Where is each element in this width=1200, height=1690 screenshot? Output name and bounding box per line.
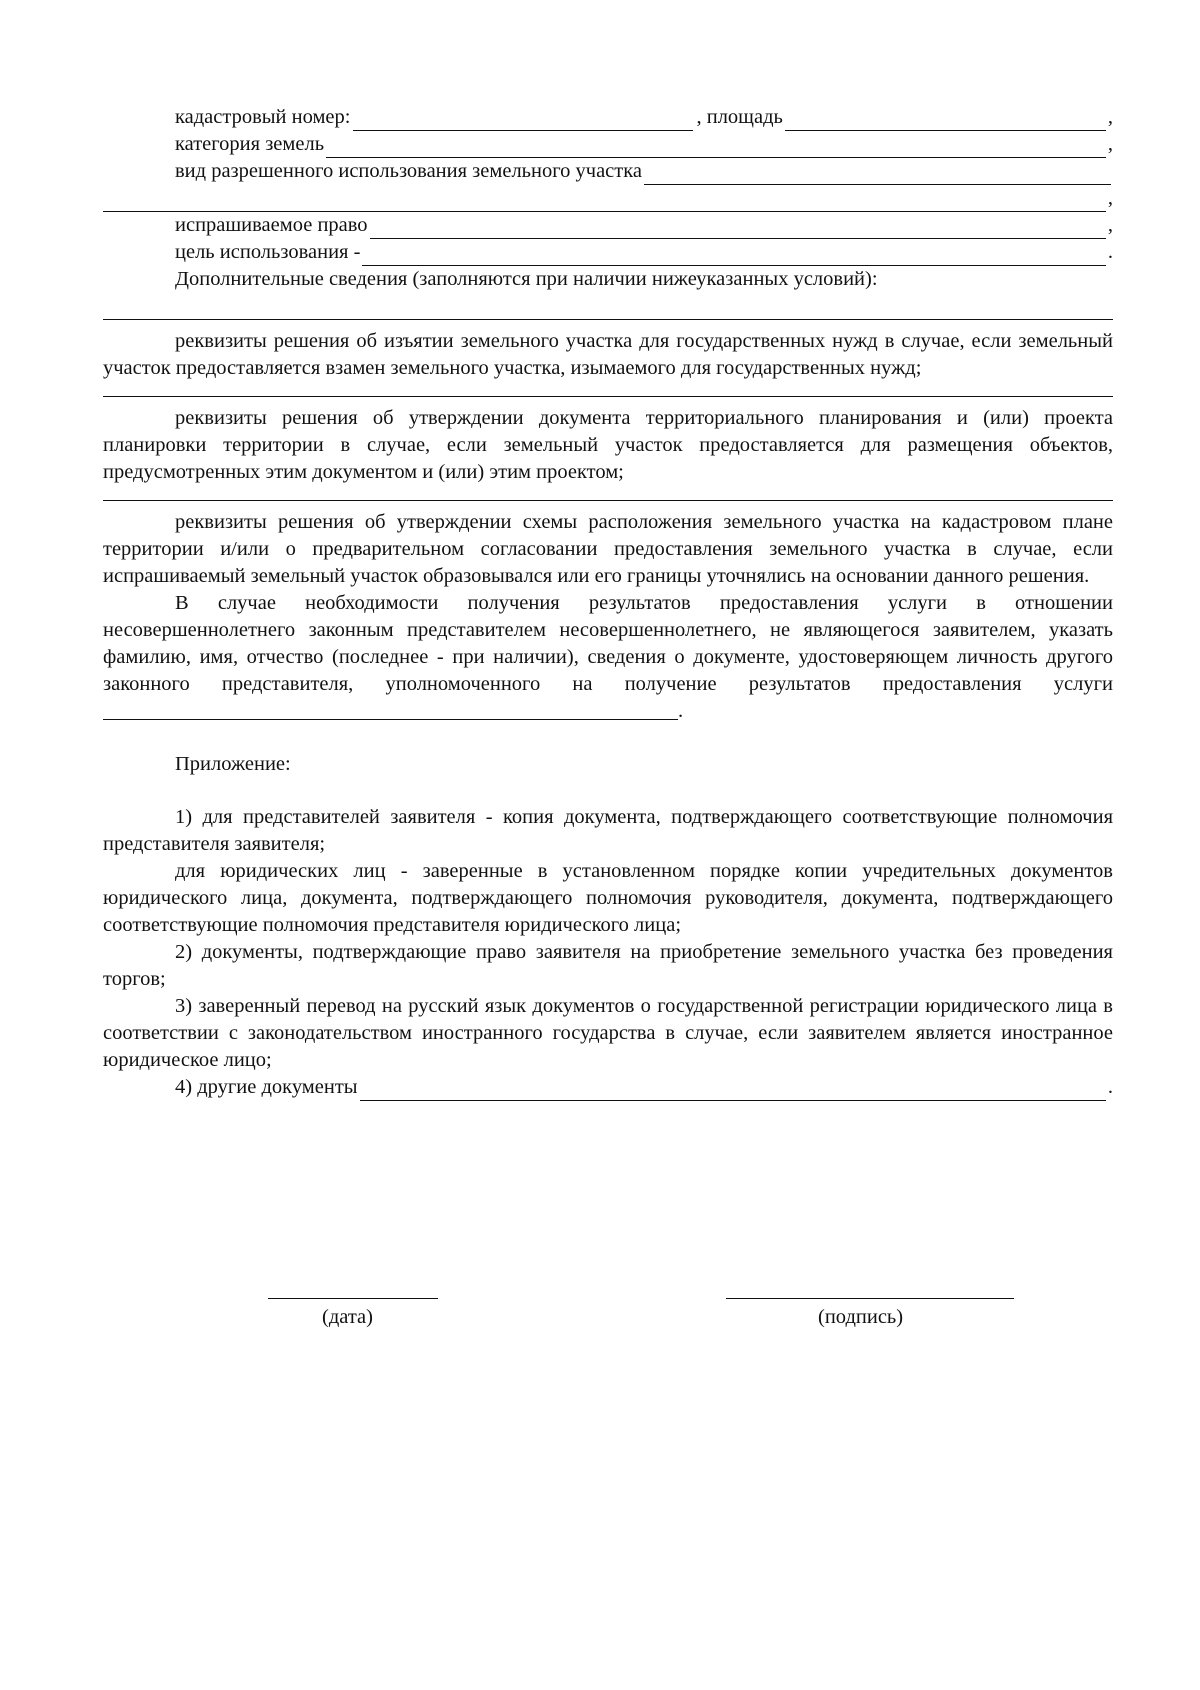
additional-info-heading: Дополнительные сведения (заполняются при наличии нижеуказанных условий): — [175, 268, 878, 290]
purpose-label: цель использования - — [175, 241, 361, 263]
purpose-field[interactable] — [362, 245, 1105, 266]
signature-field[interactable] — [726, 1298, 1014, 1299]
minor-representative-field[interactable] — [103, 701, 678, 720]
cadastral-label: кадастровый номер: — [175, 106, 351, 128]
period: . — [1107, 1076, 1113, 1098]
appendix-item-2: 2) документы, подтверждающие право заявителя на приобретение земельного участка без проведения торгов; — [103, 941, 1113, 990]
other-documents-label: 4) другие документы — [175, 1076, 358, 1098]
cadastral-number-field[interactable] — [353, 110, 693, 131]
requested-right-field[interactable] — [370, 218, 1106, 239]
date-label: (дата) — [322, 1306, 373, 1328]
comma: , — [1107, 133, 1113, 155]
additional-info-row — [103, 266, 1113, 293]
comma: , — [1107, 214, 1113, 236]
requested-right-label: испрашиваемое право — [175, 214, 368, 236]
area-field[interactable] — [785, 110, 1106, 131]
permitted-use-row — [103, 158, 1113, 185]
permitted-use-continuation-row — [103, 185, 1113, 212]
requested-right-row — [103, 212, 1113, 239]
scheme-paragraph: реквизиты решения об утверждении схемы расположения земельного участка на кадастровом плане территории и/или о предварительном согласовании предоставления земельного участка в случае, если испрашиваемый земельный участок образовывался или его границы уточнялись на основании данного решения. — [103, 511, 1113, 587]
appendix-item-3: 3) заверенный перевод на русский язык документов о государственной регистрации юридического лица в соответствии с законодательством иностранного государства в случае, если заявителем является иностранное юридическое лицо; — [103, 995, 1113, 1071]
signature-label: (подпись) — [818, 1306, 904, 1328]
category-row — [103, 131, 1113, 158]
date-field[interactable] — [268, 1298, 438, 1299]
comma: , — [1107, 106, 1113, 128]
other-documents-row — [103, 1074, 1113, 1101]
minor-paragraph-block — [103, 590, 1113, 725]
appendix-item-1b: для юридических лиц - заверенные в установленном порядке копии учредительных документов юридического лица, документа, подтверждающего полномочия руководителя, документа, подтверждающего соответствующие полномочия представителя юридического лица; — [103, 860, 1113, 936]
category-label: категория земель — [175, 133, 325, 155]
permitted-use-label: вид разрешенного использования земельного участка — [175, 160, 642, 182]
other-documents-field[interactable] — [360, 1080, 1106, 1101]
signature-block — [0, 1298, 1200, 1358]
appendix-item-1: 1) для представителей заявителя - копия документа, подтверждающего соответствующие полномочия представителя заявителя; — [103, 806, 1113, 855]
seizure-paragraph: реквизиты решения об изъятии земельного участка для государственных нужд в случае, если земельный участок предоставляется взамен земельного участка, изымаемого для государственных нужд; — [103, 330, 1113, 379]
appendix-title: Приложение: — [175, 753, 291, 775]
period: . — [678, 700, 684, 722]
permitted-use-field-continued[interactable] — [103, 191, 1106, 212]
purpose-row — [103, 239, 1113, 266]
minor-paragraph: В случае необходимости получения результатов предоставления услуги в отношении несовершеннолетнего законным представителем несовершеннолетнего, не являющегося заявителем, указать фамилию, имя, отчество (последнее - при наличии), сведения о документе, удостоверяющем личность другого законного представителя, уполномоченного на получение результатов предоставления услуги — [103, 592, 1113, 695]
area-label: , площадь — [696, 106, 783, 128]
comma: , — [1107, 187, 1113, 209]
permitted-use-field[interactable] — [644, 164, 1111, 185]
planning-paragraph: реквизиты решения об утверждении документа территориального планирования и (или) проекта планировки территории в случае, если земельный участок предоставляется для размещения объектов, предусмотренных этим документом и (или) этим проектом; — [103, 407, 1113, 483]
period: . — [1107, 241, 1113, 263]
form-body — [103, 104, 1113, 1101]
cadastral-row — [103, 104, 1113, 131]
category-field[interactable] — [326, 137, 1106, 158]
